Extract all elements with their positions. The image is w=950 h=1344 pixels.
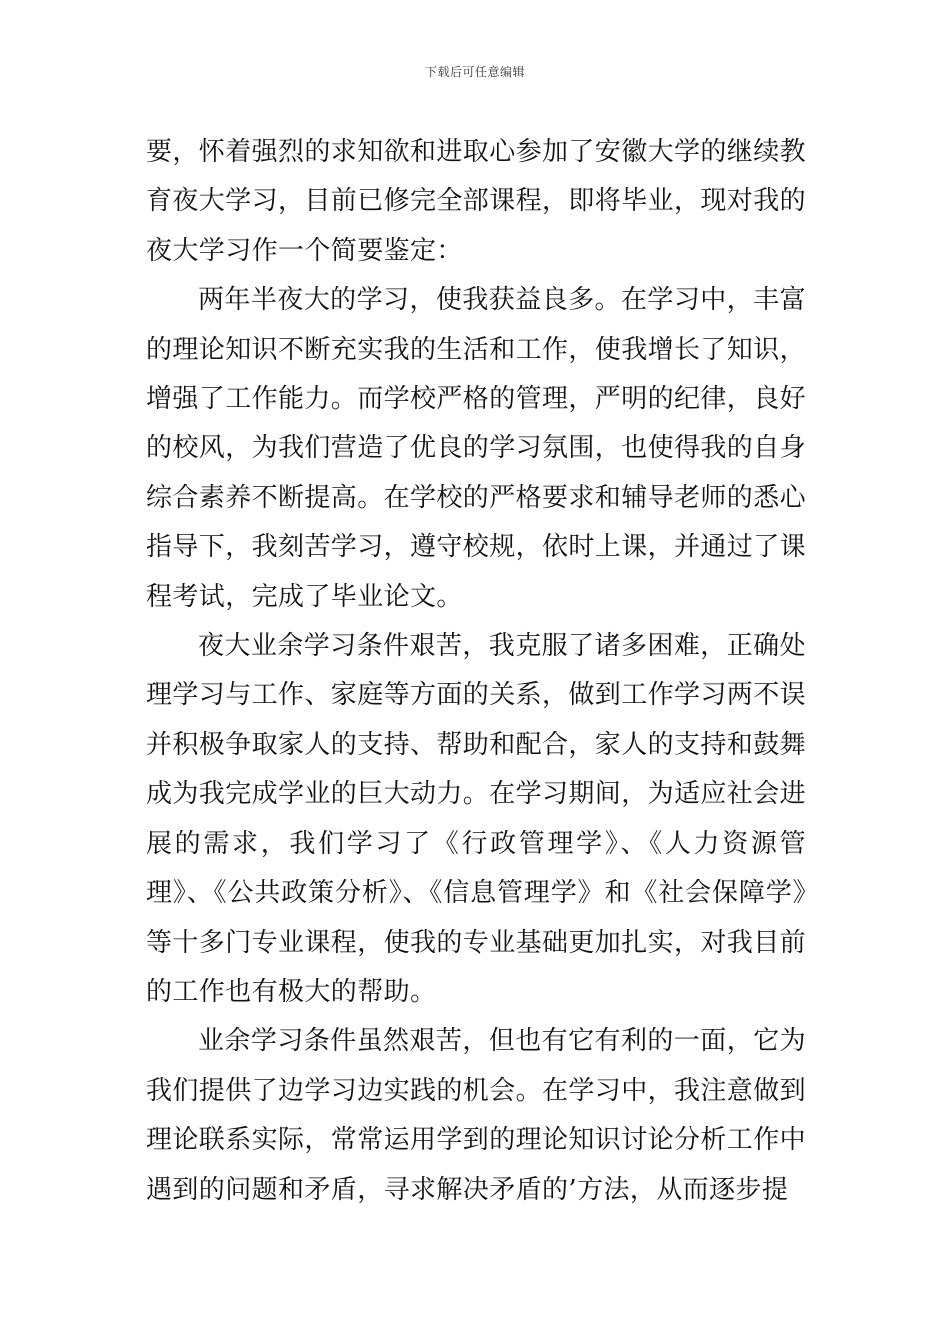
paragraph-3: 夜大业余学习条件艰苦，我克服了诸多困难，正确处理学习与工作、家庭等方面的关系，做到工作学习两不误并积极争取家人的支持、帮助和配合，家人的支持和鼓舞成为我完成学业的巨大动力。在学习期间，为适应社会进展的需求，我们学习了《行政管理学》、《人力资源管理》、《公共政策分析》、《信息管理学》和《社会保障学》等十多门专业课程，使我的专业基础更加扎实，对我目前的工作也有极大的帮助。 [146,631,807,1007]
page-header-note: 下载后可任意编辑 [424,65,525,79]
document-body [146,128,806,1215]
paragraph-4: 业余学习条件虽然艰苦，但也有它有利的一面，它为我们提供了边学习边实践的机会。在学习中，我注意做到理论联系实际，常常运用学到的理论知识讨论分析工作中遇到的问题和矛盾，寻求解决矛盾的’方法，从而逐步提 [146,1026,807,1205]
paragraph-1: 要，怀着强烈的求知欲和进取心参加了安徽大学的继续教育夜大学习，目前已修完全部课程，即将毕业，现对我的夜大学习作一个简要鉴定： [146,137,807,266]
paragraph-2: 两年半夜大的学习，使我获益良多。在学习中，丰富的理论知识不断充实我的生活和工作，使我增长了知识，增强了工作能力。而学校严格的管理，严明的纪律，良好的校风，为我们营造了优良的学习氛围，也使得我的自身综合素养不断提高。在学校的严格要求和辅导老师的悉心指导下，我刻苦学习，遵守校规，依时上课，并通过了课程考试，完成了毕业论文。 [146,285,807,612]
